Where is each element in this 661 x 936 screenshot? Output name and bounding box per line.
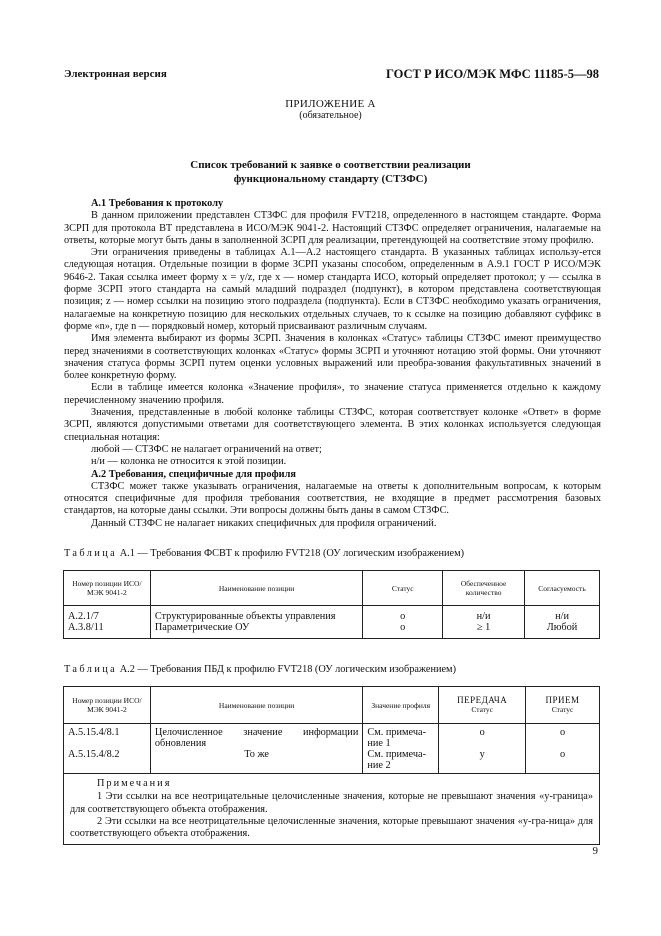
section-a1-paragraph-4: Если в таблице имеется колонка «Значение профиля», то значение статуса применяется отдельно к каждому перечисленному значению профиля. <box>64 382 601 406</box>
table-cell: о <box>559 749 566 760</box>
table2-col-send <box>439 724 526 774</box>
table2-col-pos <box>64 724 151 774</box>
table2-notes-row <box>64 774 600 845</box>
table2-header-row <box>64 687 600 724</box>
table-cell: См. примеча-ние 2 <box>367 749 427 771</box>
table2-body-row <box>64 724 600 774</box>
table-cell: А.3.8/11 <box>68 622 104 633</box>
table-1 <box>63 570 600 639</box>
table2-header-send <box>439 687 526 724</box>
table-cell: А.5.15.4/8.2 <box>68 749 120 760</box>
header-standard-code: ГОСТ Р ИСО/МЭК МФС 11185-5—98 <box>386 67 599 81</box>
section-a2-paragraph-1: СТЗФС может также указывать ограничения, налагаемые на ответы к дополнительным вопросам, к которым относятся специфичные для профиля требования соответствия, не входящие в предмет рассмотрения базовых стандартов, на которые даны ссылки. Эти вопросы должны быть даны в самом СТЗФС. <box>64 480 601 517</box>
table-cell: о <box>559 727 566 738</box>
table-cell: Любой <box>546 622 578 633</box>
table-cell: Параметрические ОУ <box>154 622 250 633</box>
table-cell: н/и <box>555 611 569 622</box>
table1-header-qty: Обеспеченное количество <box>443 571 525 606</box>
table-cell: о <box>400 611 406 622</box>
section-a2-heading: А.2 Требования, специфичные для профиля <box>91 468 296 480</box>
notation-item-any: любой — СТЗФС не налагает ограничений на ответ; <box>91 443 322 455</box>
table-cell: А.5.15.4/8.1 <box>68 727 120 738</box>
table-cell: н/и <box>476 611 491 622</box>
table-cell: См. примеча-ние 1 <box>367 727 427 749</box>
table-cell: ≥ 1 <box>476 622 491 633</box>
table1-caption-text: А.1 — Требования ФСВТ к профилю FVT218 (ОУ логическим изображением) <box>119 548 465 559</box>
note-1: 1 Эти ссылки на все неотрицательные целочисленные значения, которые не превышают значения «у-граница» для соответствующего объекта отображения. <box>70 791 593 815</box>
section-a1-heading: А.1 Требования к протоколу <box>91 198 224 209</box>
table1-col-pos <box>64 606 151 639</box>
table2-header-recv-title: ПРИЕМ <box>545 695 580 705</box>
table2-col-recv <box>526 724 600 774</box>
section-a2-paragraph-2: Данный СТЗФС не налагает никаких специфичных для профиля ограничений. <box>91 517 437 529</box>
table2-caption-prefix: Таблица <box>64 664 118 675</box>
table2-header-pos: Номер позиции ИСО/МЭК 9041-2 <box>64 687 151 724</box>
table1-header-pos: Номер позиции ИСО/МЭК 9041-2 <box>64 571 151 606</box>
table1-header-compat: Согласуемость <box>525 571 600 606</box>
notes-heading: Примечания <box>97 778 172 789</box>
table-cell: Целочисленное значение информации обновления <box>154 727 359 749</box>
table2-header-recv <box>526 687 600 724</box>
table-cell: А.2.1/7 <box>68 611 99 622</box>
table2-col-value <box>363 724 439 774</box>
document-title <box>0 158 661 186</box>
table-cell: о <box>479 727 485 738</box>
appendix-title: ПРИЛОЖЕНИЕ А <box>285 98 376 110</box>
table1-header-name: Наименование позиции <box>150 571 363 606</box>
table-2 <box>63 686 600 845</box>
document-title-line1: Список требований к заявке о соответствии реализации <box>190 159 471 171</box>
table-cell: Структурированные объекты управления <box>154 611 336 622</box>
document-title-line2: функциональному стандарту (СТЗФС) <box>233 173 428 185</box>
table2-header-send-title: ПЕРЕДАЧА <box>457 695 508 705</box>
table1-col-qty <box>443 606 525 639</box>
table1-col-status <box>363 606 443 639</box>
body-text <box>64 198 601 530</box>
section-a1-paragraph-2: Эти ограничения приведены в таблицах А.1—А.2 настоящего стандарта. В указанных таблицах использу-ется следующая нотация. Отдельные позиции в форме ЗСРП указаны способом, определенным в А.9.1 ГОСТ Р ИСО/МЭК 9646-2. Такая ссылка имеет форму x = y/z, где x — номер стандарта ИСО, который определяет протокол; y — ссылка в форме ЗСРП этого стандарта на самый младший подраздел (подпункт), в котором представлена соответствующая позиция; z — номер ссылки на позицию этого подраздела (подпункта). Если в СТЗФС необходимо указать ограничения, налагаемые на конкретную позицию для нескольких отдельных случаев, то к ссылке на позицию добавляют суффикс в форме «n», где n — порядковый номер, который присваивают различным случаям. <box>64 247 601 332</box>
table2-header-recv-sub: Статус <box>551 705 574 714</box>
table1-header-status: Статус <box>363 571 443 606</box>
section-a1-paragraph-1: В данном приложении представлен СТЗФС для профиля FVT218, определенного в настоящем стандарте. Форма ЗСРП для протокола ВТ представлена в ИСО/МЭК 9041-2. Настоящий СТЗФС определяет ограничения, налагаемые на ответы, которые могут быть даны в заполненной ЗСРП для реализации, претендующей на соответствие этому профилю. <box>64 210 601 246</box>
section-a1-paragraph-5: Значения, представленные в любой колонке таблицы СТЗФС, которая соответствует колонке «Ответ» в форме ЗСРП, являются допустимыми ответами для соответствующего элемента. В этих колонках используется следующая специальная нотация: <box>64 407 601 443</box>
header-edition: Электронная версия <box>64 68 167 80</box>
table2-header-name: Наименование позиции <box>150 687 362 724</box>
table1-caption <box>64 548 464 559</box>
table2-header-value: Значение профиля <box>363 687 439 724</box>
page-number: 9 <box>592 845 598 857</box>
section-a1-paragraph-3: Имя элемента выбирают из формы ЗСРП. Значения в колонках «Статус» таблицы СТЗФС имеют преимущество перед значениями в соответствующих колонках «Статус» формы ЗСРП и уточняют нотацию этой формы. Они уточняют значения статуса формы ЗСРП путем оценки условных выражений или преобра-зования факультативных значений в более конкретную форму. <box>64 333 601 382</box>
appendix-subtitle: (обязательное) <box>299 110 362 121</box>
notation-item-na: н/и — колонка не относится к этой позиции. <box>91 456 287 468</box>
note-2: 2 Эти ссылки на все неотрицательные целочисленные значения, которые превышают значения «у-гра-ница» для соответствующего объекта отображения. <box>70 815 593 840</box>
table1-col-compat <box>525 606 600 639</box>
table-cell: у <box>479 749 485 760</box>
table1-header-row <box>64 571 600 606</box>
table1-col-name <box>150 606 363 639</box>
table2-notes <box>64 774 600 845</box>
table2-header-send-sub: Статус <box>471 705 493 714</box>
table2-caption <box>64 664 456 675</box>
table2-caption-text: А.2 — Требования ПБД к профилю FVT218 (ОУ логическим изображением) <box>119 664 456 675</box>
table-cell: о <box>400 622 406 633</box>
table1-caption-prefix: Таблица <box>64 548 118 559</box>
table2-col-name <box>150 724 362 774</box>
table1-body-row <box>64 606 600 639</box>
table-cell: То же <box>244 749 269 760</box>
